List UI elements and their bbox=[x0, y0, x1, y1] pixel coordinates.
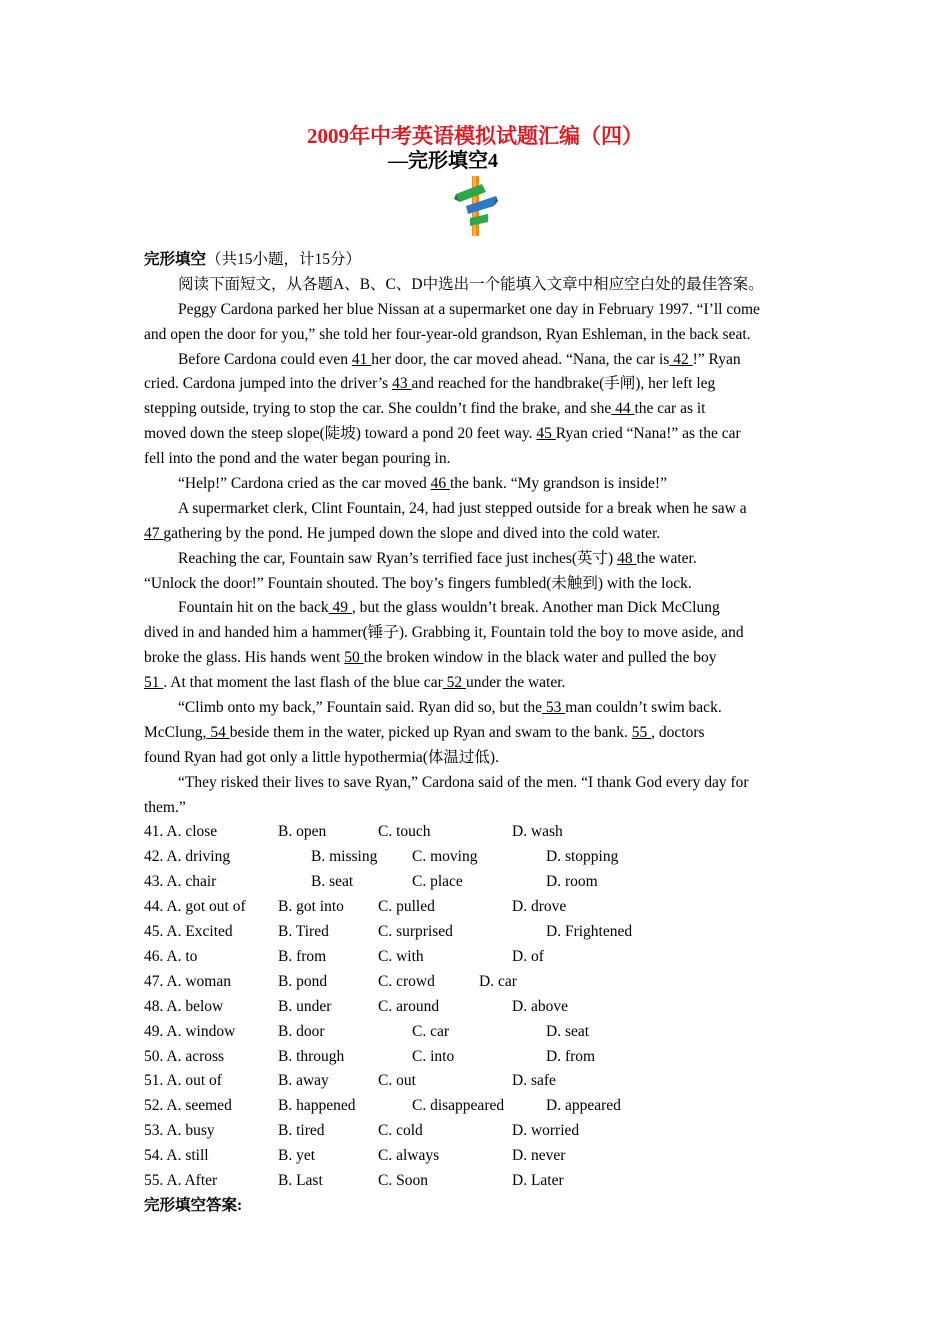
option-d: D. car bbox=[479, 972, 517, 990]
option-d: D. above bbox=[512, 997, 568, 1015]
passage-text: , doctors bbox=[651, 723, 705, 741]
passage-text: broke the glass. His hands went bbox=[144, 649, 345, 667]
option-a: 47. A. woman bbox=[144, 972, 231, 990]
passage-line bbox=[144, 646, 810, 671]
section-heading-line bbox=[144, 248, 810, 273]
option-c: C. surprised bbox=[378, 923, 453, 941]
option-c: C. into bbox=[412, 1047, 455, 1065]
passage-text: Fountain hit on the back bbox=[178, 599, 329, 617]
option-a: 52. A. seemed bbox=[144, 1097, 232, 1115]
option-c: C. out bbox=[378, 1072, 416, 1090]
blank-55: 55 bbox=[631, 723, 652, 741]
passage-text: McClung, bbox=[144, 723, 207, 741]
passage-line: and open the door for you,” she told her four-year-old grandson, Ryan Eshleman, in the back seat. bbox=[144, 325, 751, 343]
passage-line bbox=[144, 422, 810, 447]
passage-text: under the water. bbox=[465, 674, 566, 692]
passage-text: man couldn’t swim back. bbox=[565, 699, 722, 717]
option-b: B. seat bbox=[311, 873, 354, 891]
option-c: C. moving bbox=[412, 848, 478, 866]
question-53 bbox=[144, 1119, 810, 1144]
blank-43: 43 bbox=[392, 375, 412, 393]
passage-line bbox=[144, 596, 810, 621]
passage-text: Ryan cried “Nana!” as the car bbox=[555, 425, 741, 443]
section-heading: 完形填空 bbox=[144, 251, 207, 268]
passage-line bbox=[144, 547, 810, 572]
passage-text: the bank. “My grandson is inside!” bbox=[450, 475, 667, 493]
blank-44: 44 bbox=[611, 400, 635, 418]
question-51 bbox=[144, 1069, 810, 1094]
option-d: D. wash bbox=[512, 823, 563, 841]
blank-51: 51 bbox=[144, 674, 164, 692]
passage-text: !” Ryan bbox=[692, 350, 741, 368]
option-b: B. got into bbox=[278, 898, 344, 916]
blank-41: 41 bbox=[351, 350, 372, 368]
option-d: D. never bbox=[512, 1147, 566, 1165]
option-a: 48. A. below bbox=[144, 997, 224, 1015]
passage-line bbox=[144, 397, 810, 422]
document-title: 2009年中考英语模拟试题汇编（四） bbox=[307, 124, 643, 148]
blank-52: 52 bbox=[442, 674, 466, 692]
option-d: D. worried bbox=[512, 1122, 580, 1140]
option-a: 55. A. After bbox=[144, 1171, 218, 1189]
question-50 bbox=[144, 1045, 810, 1070]
passage-text: “Climb onto my back,” Fountain said. Ryan did so, but the bbox=[178, 699, 543, 717]
question-44 bbox=[144, 895, 810, 920]
passage-text: her door, the car moved ahead. “Nana, the car is bbox=[371, 350, 670, 368]
option-b: B. yet bbox=[278, 1147, 316, 1165]
blank-50: 50 bbox=[344, 649, 364, 667]
question-47 bbox=[144, 970, 810, 995]
document-subtitle: —完形填空4 bbox=[388, 150, 498, 172]
option-c: C. disappeared bbox=[412, 1097, 505, 1115]
option-b: B. tired bbox=[278, 1122, 325, 1140]
option-b: B. away bbox=[278, 1072, 329, 1090]
option-b: B. happened bbox=[278, 1097, 356, 1115]
passage-text: beside them in the water, picked up Ryan and swam to the bank. bbox=[229, 723, 632, 741]
option-d: D. appeared bbox=[546, 1097, 621, 1115]
option-b: B. door bbox=[278, 1022, 325, 1040]
option-c: C. place bbox=[412, 873, 463, 891]
option-b: B. missing bbox=[311, 848, 378, 866]
option-a: 43. A. chair bbox=[144, 873, 217, 891]
passage-line bbox=[144, 372, 810, 397]
option-b: B. under bbox=[278, 997, 332, 1015]
blank-42: 42 bbox=[669, 350, 693, 368]
passage-line bbox=[144, 696, 810, 721]
passage-text: the car as it bbox=[634, 400, 706, 418]
option-c: C. always bbox=[378, 1147, 440, 1165]
passage-line: A supermarket clerk, Clint Fountain, 24, had just stepped outside for a break when he saw a bbox=[178, 499, 747, 517]
option-d: D. of bbox=[512, 947, 544, 965]
passage-line: “Unlock the door!” Fountain shouted. The boy’s fingers fumbled(未触到) with the lock. bbox=[144, 574, 692, 592]
question-45 bbox=[144, 920, 810, 945]
passage-text: Reaching the car, Fountain saw Ryan’s terrified face just inches(英寸) bbox=[178, 549, 618, 567]
blank-45: 45 bbox=[536, 425, 556, 443]
blank-46: 46 bbox=[430, 475, 450, 493]
passage-line: Peggy Cardona parked her blue Nissan at a supermarket one day in February 1997. “I’ll come bbox=[178, 300, 760, 318]
blank-53: 53 bbox=[542, 699, 566, 717]
option-b: B. Last bbox=[278, 1171, 323, 1189]
option-c: C. cold bbox=[378, 1122, 423, 1140]
blank-54: 54 bbox=[206, 723, 230, 741]
passage-text: moved down the steep slope(陡坡) toward a pond 20 feet way. bbox=[144, 425, 537, 443]
passage-text: cried. Cardona jumped into the driver’s bbox=[144, 375, 393, 393]
passage-line bbox=[144, 348, 810, 373]
option-c: C. pulled bbox=[378, 898, 435, 916]
answers-heading: 完形填空答案: bbox=[144, 1196, 243, 1214]
question-52 bbox=[144, 1094, 810, 1119]
passage-line: them.” bbox=[144, 798, 186, 816]
question-49 bbox=[144, 1020, 810, 1045]
option-a: 54. A. still bbox=[144, 1147, 209, 1165]
passage-line: found Ryan had got only a little hypothermia(体温过低). bbox=[144, 748, 499, 766]
option-b: B. pond bbox=[278, 972, 328, 990]
option-a: 45. A. Excited bbox=[144, 923, 233, 941]
passage-text: gathering by the pond. He jumped down the slope and dived into the cold water. bbox=[163, 524, 661, 542]
section-note: （共15小题，计15分） bbox=[206, 251, 362, 268]
signpost-logo-icon bbox=[452, 174, 498, 238]
exercise-body bbox=[144, 248, 810, 1219]
option-b: B. from bbox=[278, 947, 327, 965]
option-a: 53. A. busy bbox=[144, 1122, 215, 1140]
option-d: D. drove bbox=[512, 898, 567, 916]
passage-line bbox=[144, 522, 810, 547]
passage-text: the broken window in the black water and pulled the boy bbox=[363, 649, 717, 667]
option-a: 46. A. to bbox=[144, 947, 198, 965]
option-c: C. Soon bbox=[378, 1171, 428, 1189]
question-46 bbox=[144, 945, 810, 970]
question-48 bbox=[144, 995, 810, 1020]
question-54 bbox=[144, 1144, 810, 1169]
passage-line bbox=[144, 721, 810, 746]
option-b: B. Tired bbox=[278, 923, 329, 941]
passage-text: , but the glass wouldn’t break. Another man Dick McClung bbox=[351, 599, 720, 617]
passage-text: stepping outside, trying to stop the car. She couldn’t find the brake, and she bbox=[144, 400, 612, 418]
option-a: 42. A. driving bbox=[144, 848, 231, 866]
option-c: C. touch bbox=[378, 823, 431, 841]
passage-text: “Help!” Cardona cried as the car moved bbox=[178, 475, 431, 493]
option-d: D. Frightened bbox=[546, 923, 633, 941]
passage-text: . At that moment the last flash of the blue car bbox=[163, 674, 443, 692]
blank-48: 48 bbox=[617, 549, 637, 567]
blank-47: 47 bbox=[144, 524, 164, 542]
option-a: 41. A. close bbox=[144, 823, 218, 841]
question-55 bbox=[144, 1169, 810, 1194]
option-c: C. car bbox=[412, 1022, 450, 1040]
passage-text: the water. bbox=[636, 549, 697, 567]
question-42 bbox=[144, 845, 810, 870]
option-a: 49. A. window bbox=[144, 1022, 236, 1040]
option-a: 51. A. out of bbox=[144, 1072, 222, 1090]
option-d: D. seat bbox=[546, 1022, 590, 1040]
option-d: D. Later bbox=[512, 1171, 564, 1189]
passage-line bbox=[144, 671, 810, 696]
option-d: D. room bbox=[546, 873, 598, 891]
question-43 bbox=[144, 870, 810, 895]
passage-line: dived in and handed him a hammer(锤子). Grabbing it, Fountain told the boy to move aside, and bbox=[144, 624, 744, 642]
passage-line: fell into the pond and the water began pouring in. bbox=[144, 450, 451, 468]
question-41 bbox=[144, 820, 810, 845]
option-c: C. around bbox=[378, 997, 440, 1015]
option-d: D. safe bbox=[512, 1072, 556, 1090]
option-d: D. stopping bbox=[546, 848, 619, 866]
instructions: 阅读下面短文，从各题A、B、C、D中选出一个能填入文章中相应空白处的最佳答案。 bbox=[178, 275, 764, 293]
blank-49: 49 bbox=[328, 599, 352, 617]
passage-text: and reached for the handbrake(手闸), her left leg bbox=[411, 375, 716, 393]
option-a: 44. A. got out of bbox=[144, 898, 246, 916]
passage-text: Before Cardona could even bbox=[178, 350, 352, 368]
option-c: C. with bbox=[378, 947, 424, 965]
option-b: B. open bbox=[278, 823, 327, 841]
passage-line bbox=[144, 472, 810, 497]
passage-line: “They risked their lives to save Ryan,” Cardona said of the men. “I thank God every day for bbox=[178, 773, 749, 791]
option-b: B. through bbox=[278, 1047, 345, 1065]
option-a: 50. A. across bbox=[144, 1047, 225, 1065]
option-d: D. from bbox=[546, 1047, 596, 1065]
option-c: C. crowd bbox=[378, 972, 435, 990]
